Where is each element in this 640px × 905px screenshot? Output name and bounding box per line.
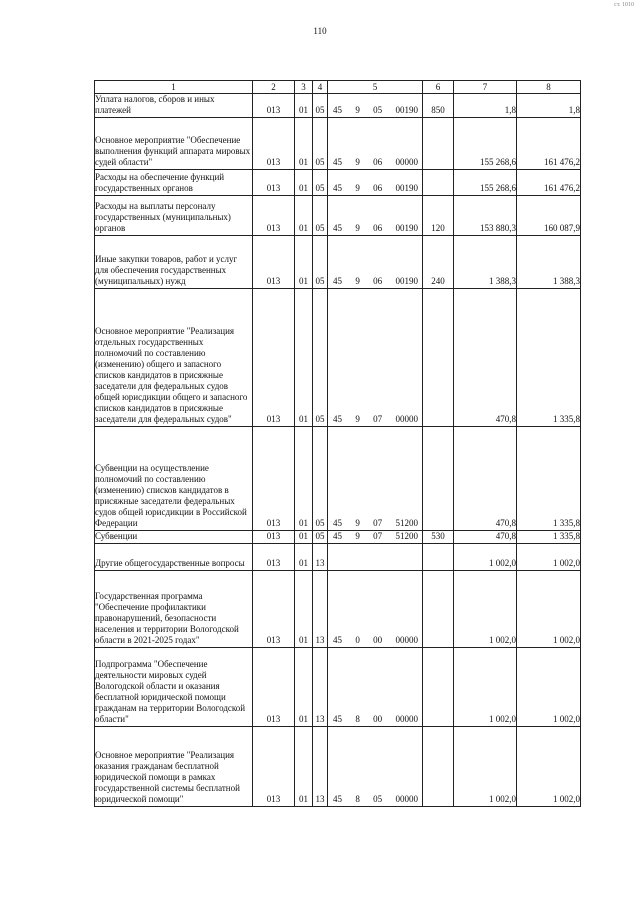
row-subsection-code: 05 bbox=[313, 196, 328, 236]
header-row bbox=[95, 81, 581, 94]
target-subprogram: 9 bbox=[355, 414, 360, 424]
target-event: 06 bbox=[373, 183, 383, 193]
target-subprogram: 8 bbox=[355, 794, 360, 804]
row-target-article bbox=[328, 170, 423, 196]
row-target-article bbox=[328, 648, 423, 727]
target-direction: 00000 bbox=[395, 414, 418, 424]
target-direction: 00000 bbox=[395, 714, 418, 724]
row-amount-year-1: 153 880,3 bbox=[454, 196, 517, 236]
row-amount-year-2: 1 002,0 bbox=[517, 727, 581, 807]
target-program: 45 bbox=[333, 518, 342, 528]
row-target-article bbox=[328, 571, 423, 648]
target-subprogram: 0 bbox=[355, 635, 360, 645]
row-section-code: 01 bbox=[295, 544, 313, 571]
table-row bbox=[95, 196, 581, 236]
row-amount-year-2: 1 388,3 bbox=[517, 236, 581, 289]
row-name: Подпрограмма "Обеспечение деятельности мировых судей Вологодской области и оказания бесплатной юридической помощи гражданам на территории Вологодской области" bbox=[95, 648, 253, 727]
row-name: Другие общегосударственные вопросы bbox=[95, 544, 253, 571]
row-section-code: 01 bbox=[295, 118, 313, 170]
table-row bbox=[95, 544, 581, 571]
row-name: Государственная программа "Обеспечение профилактики правонарушений, безопасности населения и территории Вологодской области в 2021-2025 годах" bbox=[95, 571, 253, 648]
row-amount-year-1: 470,8 bbox=[454, 289, 517, 427]
row-section-code: 01 bbox=[295, 427, 313, 531]
target-direction: 00190 bbox=[395, 183, 418, 193]
row-section-code: 01 bbox=[295, 170, 313, 196]
row-ministry-code: 013 bbox=[253, 170, 295, 196]
row-expense-type bbox=[423, 727, 454, 807]
table-row bbox=[95, 94, 581, 118]
row-section-code: 01 bbox=[295, 531, 313, 544]
row-ministry-code: 013 bbox=[253, 544, 295, 571]
target-subprogram: 8 bbox=[355, 714, 360, 724]
row-amount-year-1: 1 002,0 bbox=[454, 544, 517, 571]
row-amount-year-2: 1 335,8 bbox=[517, 427, 581, 531]
target-direction: 00000 bbox=[395, 794, 418, 804]
col-header-1: 1 bbox=[95, 81, 253, 94]
target-program: 45 bbox=[333, 714, 342, 724]
col-header-2: 2 bbox=[253, 81, 295, 94]
target-event: 07 bbox=[373, 414, 383, 424]
row-ministry-code: 013 bbox=[253, 289, 295, 427]
target-program: 45 bbox=[333, 183, 342, 193]
row-name: Субвенции bbox=[95, 531, 253, 544]
row-amount-year-2: 1 335,8 bbox=[517, 289, 581, 427]
row-subsection-code: 13 bbox=[313, 571, 328, 648]
target-program: 45 bbox=[333, 276, 342, 286]
row-section-code: 01 bbox=[295, 648, 313, 727]
col-header-7: 7 bbox=[454, 81, 517, 94]
row-ministry-code: 013 bbox=[253, 118, 295, 170]
target-event: 00 bbox=[373, 635, 383, 645]
table-body bbox=[95, 94, 581, 807]
row-section-code: 01 bbox=[295, 289, 313, 427]
row-amount-year-1: 1 002,0 bbox=[454, 571, 517, 648]
col-header-3: 3 bbox=[295, 81, 313, 94]
row-amount-year-2: 161 476,2 bbox=[517, 170, 581, 196]
table-row bbox=[95, 571, 581, 648]
table-row bbox=[95, 236, 581, 289]
row-expense-type: 850 bbox=[423, 94, 454, 118]
target-program: 45 bbox=[333, 414, 342, 424]
row-amount-year-1: 1,8 bbox=[454, 94, 517, 118]
row-subsection-code: 13 bbox=[313, 648, 328, 727]
target-subprogram: 9 bbox=[355, 276, 360, 286]
table-row bbox=[95, 289, 581, 427]
row-ministry-code: 013 bbox=[253, 648, 295, 727]
row-section-code: 01 bbox=[295, 571, 313, 648]
target-subprogram: 9 bbox=[355, 531, 360, 541]
row-subsection-code: 05 bbox=[313, 236, 328, 289]
row-amount-year-2: 1 335,8 bbox=[517, 531, 581, 544]
row-ministry-code: 013 bbox=[253, 531, 295, 544]
row-expense-type bbox=[423, 170, 454, 196]
row-amount-year-1: 1 388,3 bbox=[454, 236, 517, 289]
row-subsection-code: 13 bbox=[313, 727, 328, 807]
target-program: 45 bbox=[333, 531, 342, 541]
target-direction: 51200 bbox=[395, 518, 418, 528]
target-event: 05 bbox=[373, 794, 383, 804]
budget-table bbox=[94, 80, 581, 807]
row-amount-year-1: 470,8 bbox=[454, 531, 517, 544]
row-expense-type bbox=[423, 427, 454, 531]
page-number: 110 bbox=[313, 26, 327, 36]
row-amount-year-1: 1 002,0 bbox=[454, 727, 517, 807]
row-amount-year-2: 1 002,0 bbox=[517, 648, 581, 727]
row-section-code: 01 bbox=[295, 94, 313, 118]
target-subprogram: 9 bbox=[355, 183, 360, 193]
row-ministry-code: 013 bbox=[253, 236, 295, 289]
row-target-article bbox=[328, 94, 423, 118]
row-subsection-code: 05 bbox=[313, 427, 328, 531]
target-event: 06 bbox=[373, 157, 383, 167]
row-amount-year-2: 1 002,0 bbox=[517, 571, 581, 648]
row-amount-year-2: 1,8 bbox=[517, 94, 581, 118]
target-program: 45 bbox=[333, 223, 342, 233]
row-name: Расходы на выплаты персоналу государственных (муниципальных) органов bbox=[95, 196, 253, 236]
row-section-code: 01 bbox=[295, 196, 313, 236]
row-subsection-code: 05 bbox=[313, 118, 328, 170]
row-amount-year-2: 1 002,0 bbox=[517, 544, 581, 571]
row-expense-type bbox=[423, 648, 454, 727]
row-amount-year-1: 155 268,6 bbox=[454, 118, 517, 170]
row-section-code: 01 bbox=[295, 236, 313, 289]
target-subprogram: 9 bbox=[355, 105, 360, 115]
row-subsection-code: 13 bbox=[313, 544, 328, 571]
row-target-article bbox=[328, 531, 423, 544]
row-ministry-code: 013 bbox=[253, 196, 295, 236]
row-ministry-code: 013 bbox=[253, 94, 295, 118]
row-expense-type bbox=[423, 571, 454, 648]
row-amount-year-2: 161 476,2 bbox=[517, 118, 581, 170]
row-subsection-code: 05 bbox=[313, 289, 328, 427]
corner-mark: ст. 1010 bbox=[614, 2, 634, 8]
target-event: 06 bbox=[373, 276, 383, 286]
target-event: 00 bbox=[373, 714, 383, 724]
target-event: 06 bbox=[373, 223, 383, 233]
row-target-article bbox=[328, 427, 423, 531]
target-direction: 00190 bbox=[395, 105, 418, 115]
row-amount-year-1: 155 268,6 bbox=[454, 170, 517, 196]
table-row bbox=[95, 531, 581, 544]
row-expense-type: 120 bbox=[423, 196, 454, 236]
col-header-4: 4 bbox=[313, 81, 328, 94]
table-row bbox=[95, 170, 581, 196]
col-header-8: 8 bbox=[517, 81, 581, 94]
target-program: 45 bbox=[333, 794, 342, 804]
row-ministry-code: 013 bbox=[253, 571, 295, 648]
row-target-article bbox=[328, 727, 423, 807]
row-subsection-code: 05 bbox=[313, 531, 328, 544]
row-expense-type: 240 bbox=[423, 236, 454, 289]
row-target-article bbox=[328, 196, 423, 236]
row-name: Расходы на обеспечение функций государственных органов bbox=[95, 170, 253, 196]
target-subprogram: 9 bbox=[355, 518, 360, 528]
table-row bbox=[95, 648, 581, 727]
target-event: 05 bbox=[373, 105, 383, 115]
target-subprogram: 9 bbox=[355, 157, 360, 167]
col-header-5: 5 bbox=[328, 81, 423, 94]
row-subsection-code: 05 bbox=[313, 94, 328, 118]
table-row bbox=[95, 727, 581, 807]
row-amount-year-2: 160 087,9 bbox=[517, 196, 581, 236]
target-direction: 51200 bbox=[395, 531, 418, 541]
row-ministry-code: 013 bbox=[253, 727, 295, 807]
row-name: Уплата налогов, сборов и иных платежей bbox=[95, 94, 253, 118]
target-direction: 00190 bbox=[395, 276, 418, 286]
row-target-article bbox=[328, 544, 423, 571]
row-expense-type bbox=[423, 544, 454, 571]
row-subsection-code: 05 bbox=[313, 170, 328, 196]
row-expense-type: 530 bbox=[423, 531, 454, 544]
row-expense-type bbox=[423, 289, 454, 427]
target-direction: 00190 bbox=[395, 223, 418, 233]
target-program: 45 bbox=[333, 105, 342, 115]
row-target-article bbox=[328, 289, 423, 427]
target-event: 07 bbox=[373, 531, 383, 541]
row-expense-type bbox=[423, 118, 454, 170]
target-program: 45 bbox=[333, 157, 342, 167]
table-row bbox=[95, 427, 581, 531]
row-section-code: 01 bbox=[295, 727, 313, 807]
row-target-article bbox=[328, 236, 423, 289]
col-header-6: 6 bbox=[423, 81, 454, 94]
row-name: Иные закупки товаров, работ и услуг для обеспечения государственных (муниципальных) нужд bbox=[95, 236, 253, 289]
row-ministry-code: 013 bbox=[253, 427, 295, 531]
target-program: 45 bbox=[333, 635, 342, 645]
target-subprogram: 9 bbox=[355, 223, 360, 233]
row-amount-year-1: 1 002,0 bbox=[454, 648, 517, 727]
row-name: Основное мероприятие "Реализация отдельных государственных полномочий по составлению (изменению) общего и запасного списков кандидатов в присяжные заседатели для федеральных судов общей юрисдикции общего и запасного списков кандидатов в присяжные заседатели для федеральных судов" bbox=[95, 289, 253, 427]
row-target-article bbox=[328, 118, 423, 170]
target-event: 07 bbox=[373, 518, 383, 528]
target-direction: 00000 bbox=[395, 635, 418, 645]
row-name: Основное мероприятие "Обеспечение выполнения функций аппарата мировых судей области" bbox=[95, 118, 253, 170]
table-row bbox=[95, 118, 581, 170]
row-name: Субвенции на осуществление полномочий по составлению (изменению) списков кандидатов в присяжные заседатели федеральных судов общей юрисдикции в Российской Федерации bbox=[95, 427, 253, 531]
target-direction: 00000 bbox=[395, 157, 418, 167]
row-amount-year-1: 470,8 bbox=[454, 427, 517, 531]
row-name: Основное мероприятие "Реализация оказания гражданам бесплатной юридической помощи в рамках государственной системы бесплатной юридической помощи" bbox=[95, 727, 253, 807]
